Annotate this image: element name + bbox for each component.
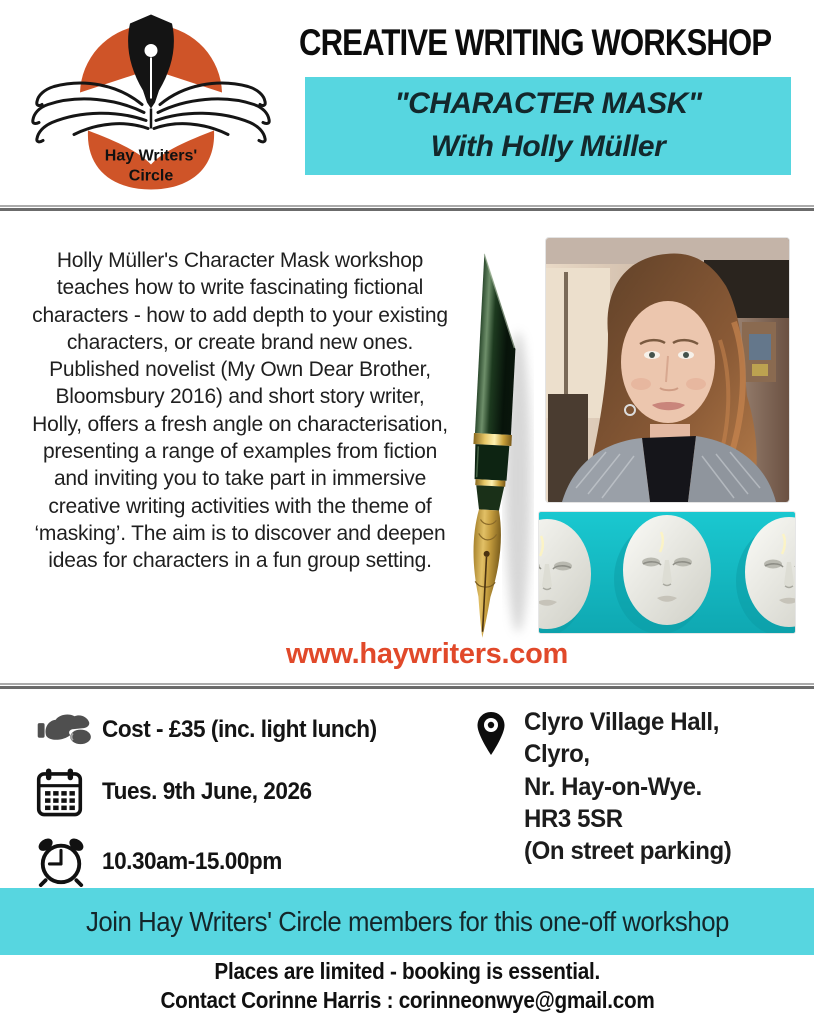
address-line: Clyro, xyxy=(524,740,590,769)
cost-label: Cost - £35 (inc. light lunch) xyxy=(102,716,377,743)
calendar-icon xyxy=(36,766,102,818)
subtitle-line1: "CHARACTER MASK" xyxy=(394,87,702,121)
alarm-clock-icon xyxy=(36,837,102,887)
hand-coin-icon xyxy=(36,709,102,751)
banner-text: Join Hay Writers' Circle members for this one-off workshop xyxy=(85,905,729,937)
location-block xyxy=(476,706,810,867)
date-row xyxy=(36,766,466,818)
fountain-pen-image xyxy=(444,252,542,650)
contact-email-link[interactable]: corinneonwye@gmail.com xyxy=(398,987,655,1013)
header-divider xyxy=(0,205,814,211)
address-line: HR3 5SR xyxy=(524,804,623,833)
about-text xyxy=(28,247,452,575)
location-address xyxy=(524,706,740,867)
subtitle-line2: With Holly Müller xyxy=(430,130,666,163)
address-line: Clyro Village Hall, xyxy=(524,708,720,736)
about-paragraph-2: Published novelist (My Own Dear Brother, Bloomsbury 2016) and short story writer, Holly, offers a fresh angle on characterisation, presenting a range of examples from fiction and inviting you to take part in immersive creative writing activities with the theme of ‘masking’. The aim is to discover and deepen ideas for characters in a fun group setting. xyxy=(32,358,448,573)
hay-writers-circle-logo xyxy=(26,8,276,198)
places-limited-text: Places are limited - booking is essential. xyxy=(214,958,600,984)
page-title: CREATIVE WRITING WORKSHOP xyxy=(298,22,772,63)
cost-row xyxy=(36,704,466,756)
contact-prefix: Contact Corinne Harris : xyxy=(159,987,399,1013)
website-link[interactable]: www.haywriters.com xyxy=(285,638,568,670)
holly-portrait-photo xyxy=(545,237,790,503)
logo-text-line2: Circle xyxy=(128,167,174,185)
logo-pen-nib-icon xyxy=(128,15,174,129)
time-label: 10.30am-15.00pm xyxy=(102,848,282,875)
map-pin-icon xyxy=(476,710,506,763)
address-line: (On street parking) xyxy=(524,837,732,865)
about-paragraph-1: Holly Müller's Character Mask workshop teaches how to write fascinating fictional characters - how to add depth to your existing characters, or create brand new ones. xyxy=(32,249,448,354)
time-row xyxy=(36,836,466,888)
masks-photo xyxy=(538,511,796,634)
details-divider xyxy=(0,683,814,689)
date-label: Tues. 9th June, 2026 xyxy=(102,778,312,805)
contact-text xyxy=(0,987,814,1014)
subtitle-box xyxy=(305,77,791,175)
address-line: Nr. Hay-on-Wye. xyxy=(524,772,702,801)
logo-text-line1: Hay Writers' xyxy=(104,147,198,165)
join-banner xyxy=(0,888,814,955)
